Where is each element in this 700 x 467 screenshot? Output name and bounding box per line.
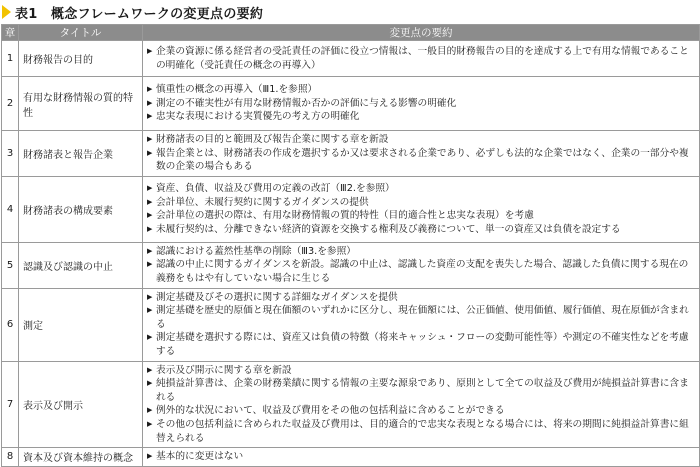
triangle-right-icon: ▶ <box>147 246 153 255</box>
change-point-text: 未履行契約は、分離できない経済的資源を交換する権利及び義務について、単一の資産又は負債を設定する <box>156 223 621 235</box>
triangle-right-icon: ▶ <box>147 333 153 342</box>
table-row <box>2 77 700 131</box>
change-point <box>147 147 695 174</box>
summary-table <box>1 24 700 467</box>
header-changes: 変更点の要約 <box>143 25 700 41</box>
chapter-number: 8 <box>2 448 19 467</box>
change-point <box>147 83 695 97</box>
triangle-right-icon: ▶ <box>147 224 153 233</box>
table-row <box>2 448 700 467</box>
chapter-title: 財務報告の目的 <box>19 41 143 77</box>
triangle-right-icon: ▶ <box>147 379 153 388</box>
change-point-text: 忠実な表現における実質優先の考え方の明確化 <box>156 111 360 123</box>
chapter-title: 財務諸表の構成要素 <box>19 176 143 242</box>
triangle-right-icon <box>2 5 11 19</box>
triangle-right-icon: ▶ <box>147 197 153 206</box>
change-point-text: 測定基礎を選択する際には、資産又は負債の特徴（将来キャッシュ・フローの変動可能性等）や測定の不確実性などを考慮する <box>156 332 689 357</box>
table-row <box>2 41 700 77</box>
triangle-right-icon: ▶ <box>147 406 153 415</box>
change-summary-cell <box>143 242 700 288</box>
chapter-number: 5 <box>2 242 19 288</box>
change-point-text: 測定の不確実性が有用な財務情報か否かの評価に与える影響の明確化 <box>156 97 457 109</box>
chapter-number: 6 <box>2 288 19 361</box>
chapter-number: 1 <box>2 41 19 77</box>
change-point <box>147 450 695 464</box>
chapter-number: 7 <box>2 361 19 448</box>
change-point-text: 測定基礎を歴史的原価と現在価額のいずれかに区分し、現在価額には、公正価値、使用価値、履行価値、現在原価が含まれる <box>156 305 689 330</box>
table-row <box>2 361 700 448</box>
change-point <box>147 182 695 196</box>
header-chapter: 章 <box>2 25 19 41</box>
triangle-right-icon: ▶ <box>147 135 153 143</box>
title-bar <box>0 0 700 24</box>
triangle-right-icon: ▶ <box>147 148 153 157</box>
change-point-text: 基本的に変更はない <box>156 451 244 463</box>
change-point-text: 認識における蓋然性基準の削除（Ⅲ3.を参照） <box>156 245 356 257</box>
change-point <box>147 258 695 285</box>
change-point <box>147 245 695 259</box>
change-summary-cell <box>143 448 700 467</box>
change-point <box>147 110 695 124</box>
change-point-text: 企業の資源に係る経営者の受託責任の評価に役立つ情報は、一般目的財務報告の目的を達成する上で有用な情報であることの明確化（受託責任の概念の再導入） <box>156 45 689 71</box>
change-point-text: 財務諸表の目的と範囲及び報告企業に関する章を新設 <box>156 134 389 145</box>
chapter-title: 表示及び開示 <box>19 361 143 448</box>
triangle-right-icon: ▶ <box>147 292 153 301</box>
change-point-text: 慎重性の概念の再導入（Ⅲ1.を参照） <box>156 84 318 96</box>
change-point-text: 会計単位の選択の際は、有用な財務情報の質的特性（目的適合性と忠実な表現）を考慮 <box>156 210 534 222</box>
change-point <box>147 97 695 111</box>
triangle-right-icon: ▶ <box>147 365 153 374</box>
table-row <box>2 176 700 242</box>
change-summary-cell <box>143 77 700 131</box>
change-summary-cell <box>143 176 700 242</box>
chapter-number: 2 <box>2 77 19 131</box>
triangle-right-icon: ▶ <box>147 46 153 55</box>
table-header-row <box>2 25 700 41</box>
change-point <box>147 209 695 223</box>
change-point-text: その他の包括利益に含められた収益及び費用は、目的適合的で忠実な表現となる場合には、将来の期間に純損益計算書に組替えられる <box>156 418 689 444</box>
triangle-right-icon: ▶ <box>147 260 153 269</box>
change-point-text: 表示及び開示に関する章を新設 <box>156 364 292 376</box>
triangle-right-icon: ▶ <box>147 184 153 193</box>
triangle-right-icon: ▶ <box>147 419 153 428</box>
triangle-right-icon: ▶ <box>147 452 153 461</box>
change-point <box>147 45 695 72</box>
change-point <box>147 196 695 210</box>
chapter-number: 3 <box>2 131 19 177</box>
table-row <box>2 131 700 177</box>
table-row <box>2 242 700 288</box>
triangle-right-icon: ▶ <box>147 306 153 315</box>
change-point <box>147 133 695 147</box>
change-summary-cell <box>143 361 700 448</box>
change-summary-cell <box>143 131 700 177</box>
chapter-title: 有用な財務情報の質的特性 <box>19 77 143 131</box>
change-point <box>147 418 695 445</box>
table-row <box>2 288 700 361</box>
chapter-title: 資本及び資本維持の概念 <box>19 448 143 467</box>
change-point <box>147 404 695 418</box>
change-point <box>147 377 695 404</box>
change-point <box>147 364 695 378</box>
change-point-text: 報告企業とは、財務諸表の作成を選択するか又は要求される企業であり、必ずしも法的な企業ではなく、企業の一部分や複数の企業の場合もある <box>156 147 689 173</box>
change-summary-cell <box>143 41 700 77</box>
triangle-right-icon: ▶ <box>147 112 153 121</box>
header-title: タイトル <box>19 25 143 41</box>
change-point-text: 資産、負債、収益及び費用の定義の改訂（Ⅲ2.を参照） <box>156 183 395 195</box>
change-point-text: 会計単位、未履行契約に関するガイダンスの提供 <box>156 196 369 208</box>
change-point <box>147 223 695 237</box>
change-point-text: 認識の中止に関するガイダンスを新設。認識の中止は、認識した資産の支配を喪失した場合、認識した負債に関する現在の義務をもはや有していない場合に生じる <box>156 259 689 284</box>
table-title: 表1 概念フレームワークの変更点の要約 <box>15 6 264 22</box>
change-point-text: 測定基礎及びその選択に関する詳細なガイダンスを提供 <box>156 291 398 303</box>
triangle-right-icon: ▶ <box>147 98 153 107</box>
triangle-right-icon: ▶ <box>147 85 153 94</box>
chapter-number: 4 <box>2 176 19 242</box>
change-point <box>147 304 695 331</box>
change-summary-cell <box>143 288 700 361</box>
change-point-text: 純損益計算書は、企業の財務業績に関する情報の主要な源泉であり、原則として全ての収益及び費用が純損益計算書に含まれる <box>156 378 689 403</box>
triangle-right-icon: ▶ <box>147 211 153 220</box>
change-point <box>147 291 695 305</box>
change-point <box>147 331 695 358</box>
chapter-title: 認識及び認識の中止 <box>19 242 143 288</box>
chapter-title: 財務諸表と報告企業 <box>19 131 143 177</box>
change-point-text: 例外的な状況において、収益及び費用をその他の包括利益に含めることができる <box>156 405 505 417</box>
chapter-title: 測定 <box>19 288 143 361</box>
